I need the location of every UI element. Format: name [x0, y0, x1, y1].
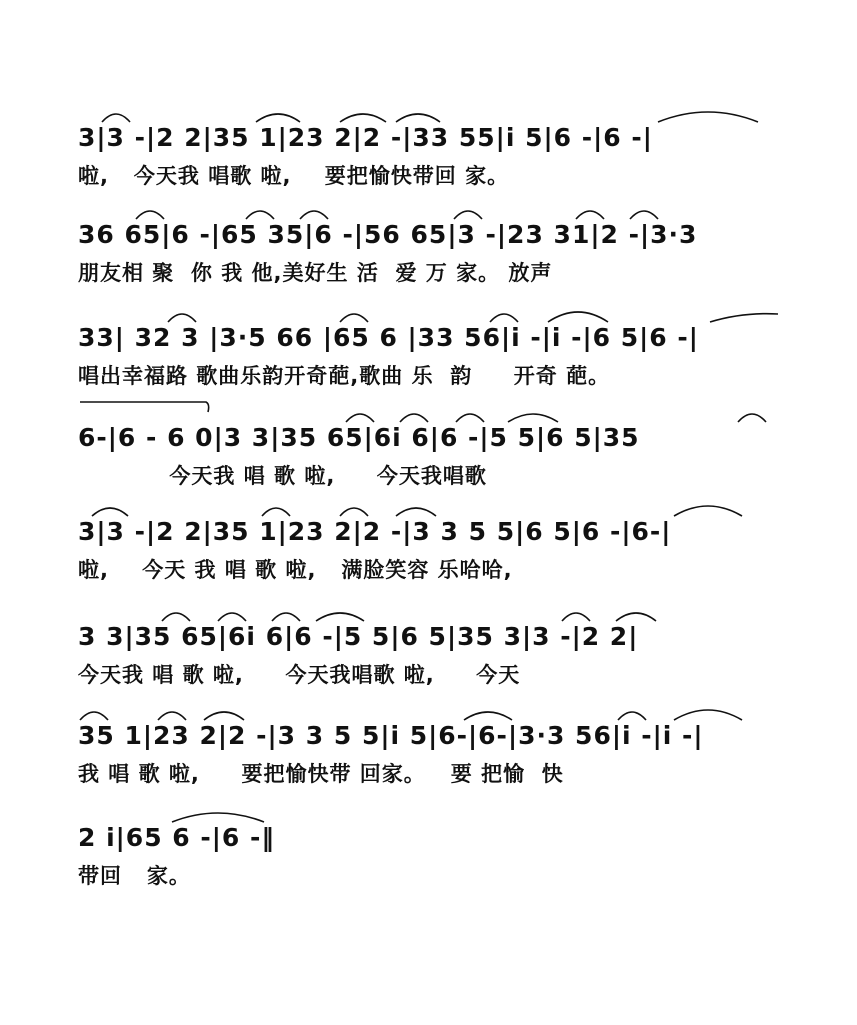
notation-row: 36 65|6 -|65 35|6 -|56 65|3 -|23 31|2 -|3·3	[78, 220, 698, 249]
lyrics-row: 今天我 唱 歌 啦, 今天我唱歌 啦, 今天	[78, 663, 521, 687]
lyrics-row: 我 唱 歌 啦, 要把愉快带 回家。 要 把愉 快	[78, 762, 564, 786]
notation-row: 3|3 -|2 2|35 1|23 2|2 -|33 55|i 5|6 -|6 -|	[78, 123, 653, 152]
lyrics-row: 啦, 今天 我 唱 歌 啦, 满脸笑容 乐哈哈,	[78, 558, 513, 582]
notation-row: 3 3|35 65|6i 6|6 -|5 5|6 5|35 3|3 -|2 2|	[78, 622, 639, 651]
lyrics-row: 唱出幸福路 歌曲乐韵开奇葩,歌曲 乐 韵 开奇 葩。	[78, 364, 611, 388]
notation-row: 6-|6 - 6 0|3 3|35 65|6i 6|6 -|5 5|6 5|35	[78, 423, 640, 452]
lyrics-row: 带回 家。	[78, 864, 191, 888]
notation-row: 3|3 -|2 2|35 1|23 2|2 -|3 3 5 5|6 5|6 -|6-|	[78, 517, 672, 546]
notation-row: 35 1|23 2|2 -|3 3 5 5|i 5|6-|6-|3·3 56|i -|i -|	[78, 721, 704, 750]
notation-row: 33| 32 3 |3·5 66 |65 6 |33 56|i -|i -|6 5|6 -|	[78, 323, 699, 352]
lyrics-row: 今天我 唱 歌 啦, 今天我唱歌	[78, 464, 487, 488]
lyrics-row: 朋友相 聚 你 我 他,美好生 活 爱 万 家。 放声	[78, 261, 553, 285]
lyrics-row: 啦, 今天我 唱歌 啦, 要把愉快带回 家。	[78, 164, 510, 188]
notation-row: 2 i|65 6 -|6 -‖	[78, 823, 275, 852]
